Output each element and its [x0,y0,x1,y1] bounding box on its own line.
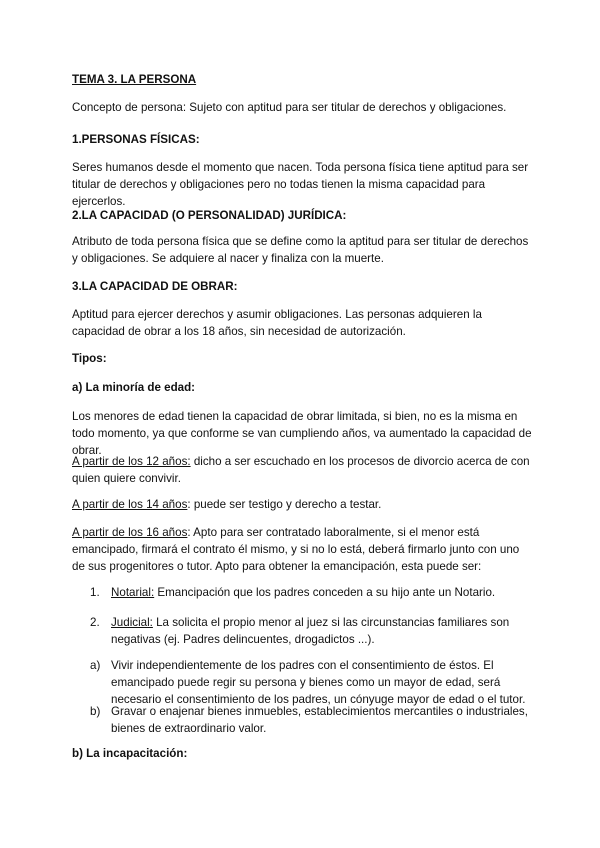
label-notarial: Notarial: [111,586,155,599]
heading-capacidad-obrar: 3.LA CAPACIDAD DE OBRAR: [72,280,238,293]
label-14-anos: A partir de los 14 años [72,498,188,511]
heading-personas-fisicas: 1.PERSONAS FÍSICAS: [72,133,200,146]
heading-capacidad-juridica: 2.LA CAPACIDAD (O PERSONALIDAD) JURÍDICA: [72,209,347,222]
list-letter: b) [90,705,101,718]
paragraph-capacidad-juridica: Atributo de toda persona física que se define como la aptitud para ser titular de derechos y obligaciones. Se adquiere al nacer y finaliza con la muerte. [72,235,529,265]
list-item-b: Gravar o enajenar bienes inmuebles, establecimientos mercantiles o industriales, bienes de extraordinario valor. [111,705,528,735]
list-item-judicial [111,614,536,648]
label-16-anos: A partir de los 16 años [72,526,188,539]
list-letter: a) [90,659,101,672]
list-number: 2. [90,616,100,629]
document-title: TEMA 3. LA PERSONA [72,73,197,86]
list-item-a: Vivir independientemente de los padres con el consentimiento de éstos. El emancipado puede regir su persona y bienes como un mayor de edad, será necesario el consentimiento de los padres, un cónyuge mayor de edad o el tutor. [111,659,526,706]
list-item-notarial [111,584,536,601]
heading-tipos: Tipos: [72,352,107,365]
paragraph-capacidad-obrar: Aptitud para ejercer derechos y asumir obligaciones. Las personas adquieren la capacidad de obrar a los 18 años, sin necesidad de autorización. [72,308,482,338]
paragraph-14-anos [72,496,532,513]
concept-paragraph: Concepto de persona: Sujeto con aptitud para ser titular de derechos y obligaciones. [72,101,507,114]
paragraph-minoria-edad: Los menores de edad tienen la capacidad de obrar limitada, si bien, no es la misma en todo momento, ya que conforme se van cumpliendo años, va aumentado la capacidad de obrar. [72,410,532,457]
label-12-anos: A partir de los 12 años: [72,455,191,468]
paragraph-12-anos [72,453,532,487]
paragraph-16-anos [72,524,532,575]
label-judicial: Judicial: [111,616,153,629]
text-judicial: La solicita el propio menor al juez si las circunstancias familiares son negativas (ej. Padres delincuentes, drogadictos ...). [111,616,510,646]
text-16-anos: : Apto para ser contratado laboralmente, si el menor está emancipado, firmará el contrato él mismo, y si no lo está, deberá firmarlo junto con uno de sus progenitores o tutor. Apto para obtener la emancipación, esta puede ser: [72,526,520,573]
paragraph-personas-fisicas: Seres humanos desde el momento que nacen. Toda persona física tiene aptitud para ser titular de derechos y obligaciones pero no todas tienen la misma capacidad para ejercerlos. [72,161,529,208]
text-14-anos: : puede ser testigo y derecho a testar. [187,498,382,511]
heading-minoria-edad: a) La minoría de edad: [72,381,196,394]
text-notarial: Emancipación que los padres conceden a su hijo ante un Notario. [154,586,496,599]
heading-incapacitacion: b) La incapacitación: [72,747,188,760]
text-12-anos: dicho a ser escuchado en los procesos de divorcio acerca de con quien quiere convivir. [72,455,530,485]
list-number: 1. [90,586,100,599]
